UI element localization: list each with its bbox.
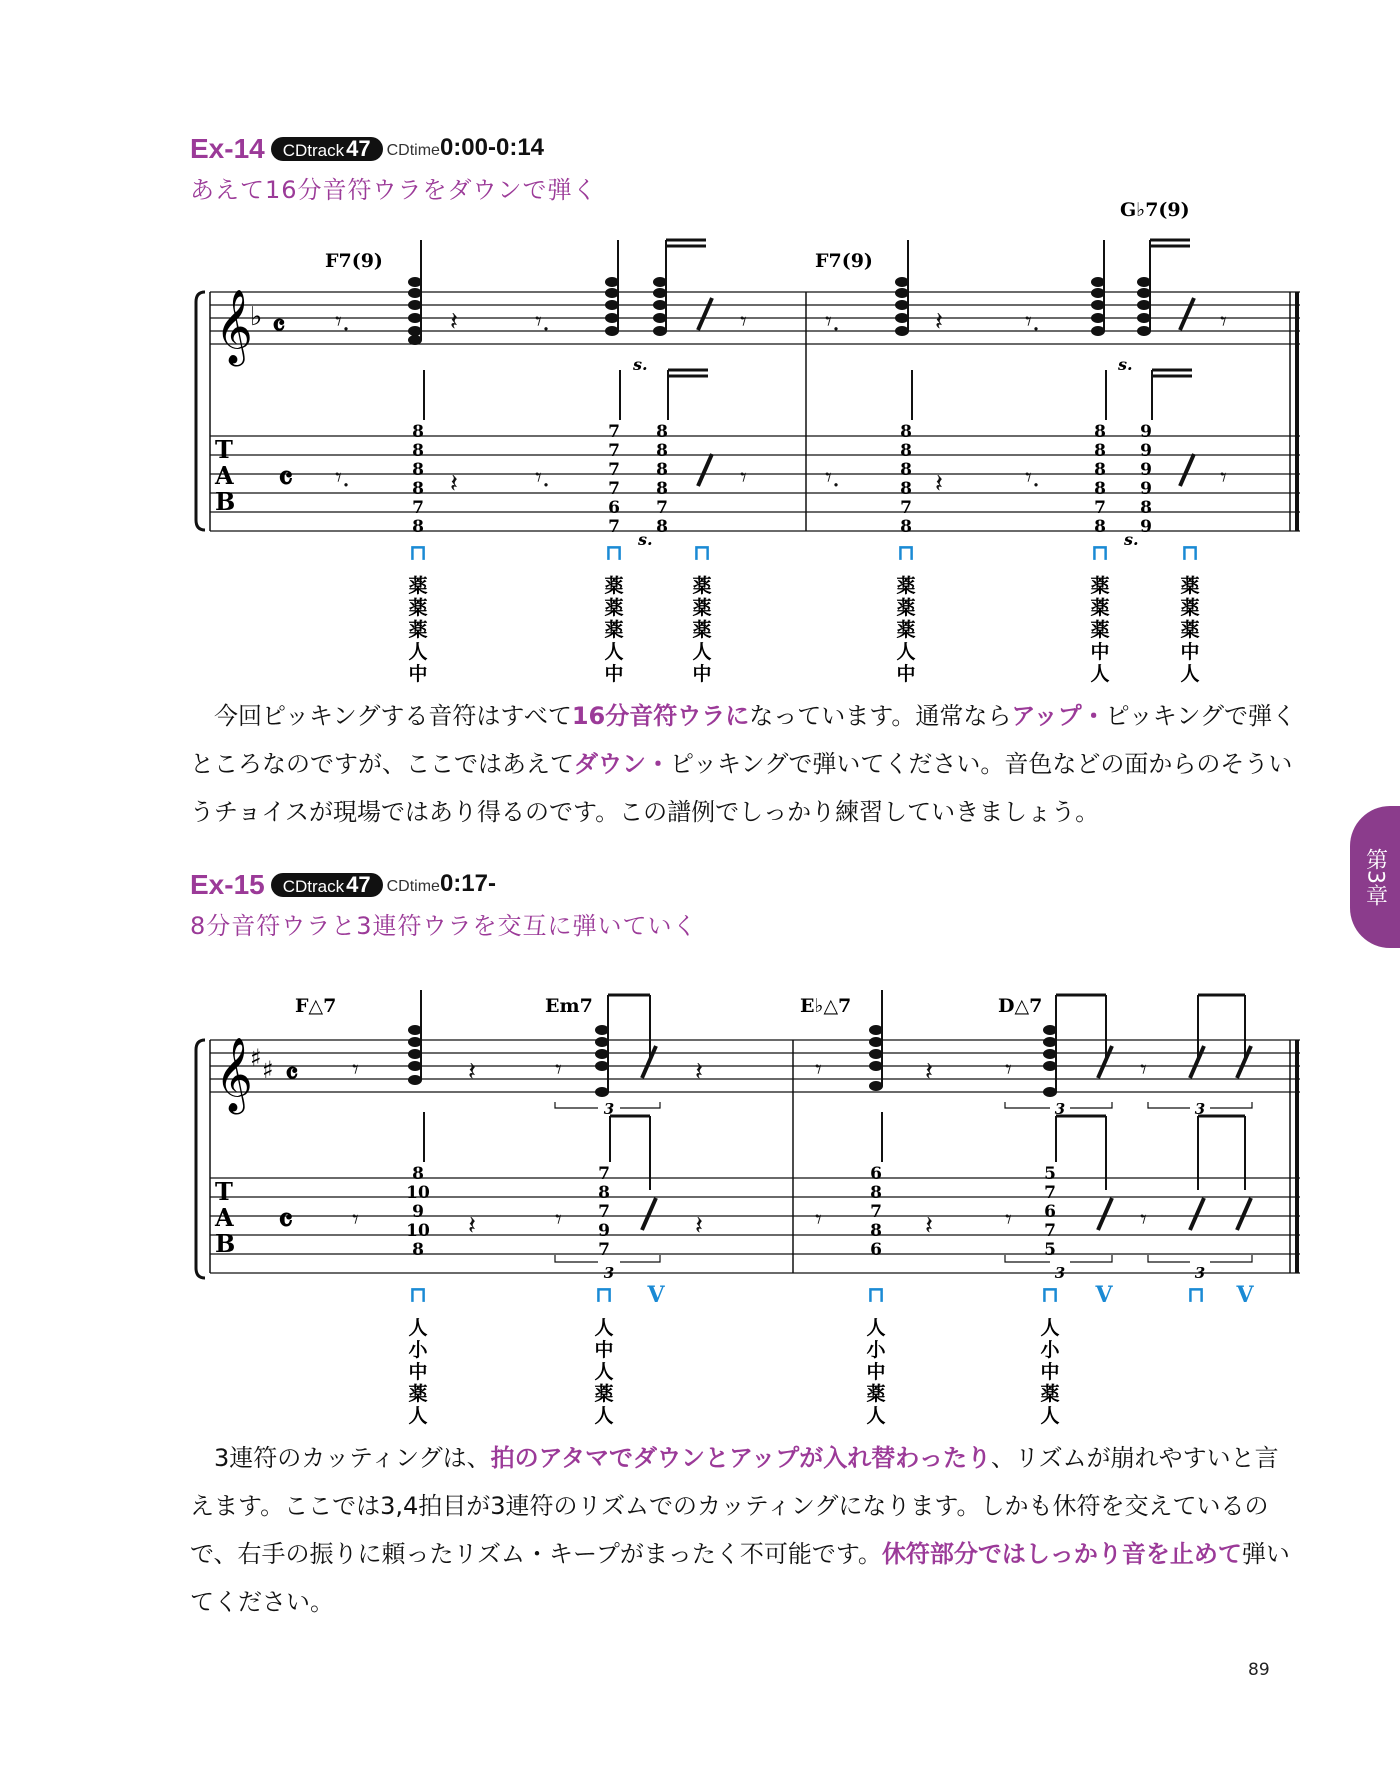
tab-rest: 𝄾 (740, 463, 747, 493)
svg-text:薬: 薬 (896, 619, 916, 641)
svg-text:8: 8 (412, 460, 424, 480)
svg-text:人: 人 (692, 641, 712, 663)
svg-text:中: 中 (1180, 641, 1200, 663)
downstroke-icon: ⊓ (594, 1282, 614, 1308)
svg-text:人: 人 (896, 641, 916, 663)
beams (666, 240, 1190, 246)
slide-mark: s. (1124, 530, 1139, 549)
svg-text:人: 人 (408, 1317, 428, 1339)
svg-text:人: 人 (594, 1361, 614, 1383)
tab-column (900, 422, 912, 537)
svg-text:7: 7 (870, 1202, 882, 1222)
rest: 𝄾 (555, 1055, 562, 1085)
svg-text:中: 中 (1090, 641, 1110, 663)
svg-text:8: 8 (1094, 517, 1106, 537)
svg-text:薬: 薬 (408, 619, 428, 641)
svg-text:8: 8 (656, 441, 668, 461)
svg-text:7: 7 (598, 1202, 610, 1222)
tab-rest: 𝄾. (825, 463, 841, 493)
svg-text:6: 6 (608, 498, 620, 518)
svg-text:9: 9 (1140, 441, 1152, 461)
svg-text:6: 6 (870, 1164, 882, 1184)
svg-text:8: 8 (412, 441, 424, 461)
cd-track-badge: CDtrack47 (271, 873, 383, 897)
downstroke-icon: ⊓ (1090, 540, 1110, 566)
ex15-score (0, 960, 1400, 1460)
tab-column (608, 422, 620, 537)
common-time: 𝄴 (272, 309, 286, 344)
fingering-column (594, 1317, 613, 1427)
flat-key: ♭ (250, 302, 263, 332)
downstroke-icon: ⊓ (866, 1282, 886, 1308)
fingering-column (1090, 574, 1109, 685)
upstroke-icon: V (647, 1282, 665, 1308)
tab-column (1044, 1164, 1056, 1260)
svg-text:薬: 薬 (896, 597, 916, 619)
svg-text:7: 7 (1094, 498, 1106, 518)
svg-text:中: 中 (604, 663, 624, 685)
svg-text:9: 9 (1140, 460, 1152, 480)
tab-column (1140, 422, 1152, 537)
svg-text:8: 8 (412, 1240, 424, 1260)
rest: 𝄽 (935, 307, 943, 337)
tab-T: T (215, 1177, 233, 1206)
explanation-paragraph-1: 今回ピッキングする音符はすべて16分音符ウラになっています。通常ならアップ・ピッキングで弾くところなのですが、ここではあえてダウン・ピッキングで弾いてください。音色などの面からのそういうチョイスが現場ではあり得るのです。この譜例でしっかり練習していきましょう。 (190, 702, 1296, 826)
svg-text:7: 7 (900, 498, 912, 518)
svg-text:薬: 薬 (896, 575, 916, 597)
svg-text:8: 8 (900, 422, 912, 442)
tab-column (412, 422, 424, 537)
triplet-mark: 3 (1194, 1100, 1206, 1118)
svg-text:人: 人 (594, 1405, 614, 1427)
svg-text:8: 8 (412, 517, 424, 537)
fingering-column (408, 1317, 428, 1427)
svg-text:中: 中 (594, 1339, 614, 1361)
svg-text:8: 8 (412, 1164, 424, 1184)
svg-text:7: 7 (598, 1164, 610, 1184)
svg-text:8: 8 (656, 460, 668, 480)
svg-text:8: 8 (870, 1183, 882, 1203)
svg-text:薬: 薬 (594, 1383, 614, 1405)
rest: 𝄽 (450, 307, 458, 337)
svg-text:薬: 薬 (1090, 597, 1110, 619)
svg-text:中: 中 (408, 1361, 428, 1383)
downstroke-icon: ⊓ (692, 540, 712, 566)
treble-clef: 𝄞 (215, 290, 253, 364)
tab-column (598, 1164, 610, 1260)
rest: 𝄾 (1140, 1055, 1147, 1085)
tab-A: A (215, 1203, 234, 1232)
tab-common-time: 𝄴 (278, 1201, 294, 1241)
downstroke-icon: ⊓ (896, 540, 916, 566)
downstroke-icon: ⊓ (604, 540, 624, 566)
svg-text:人: 人 (1040, 1317, 1060, 1339)
tab-rest: 𝄾 (1220, 463, 1227, 493)
cd-time-label: CDtime (386, 878, 440, 895)
svg-text:人: 人 (866, 1405, 886, 1427)
downstroke-icon: ⊓ (1186, 1282, 1206, 1308)
tab-rest: 𝄾 (352, 1205, 359, 1235)
slash-strums (642, 1046, 1251, 1078)
tab-common-time: 𝄴 (278, 459, 294, 499)
svg-text:薬: 薬 (604, 575, 624, 597)
svg-text:人: 人 (1180, 663, 1200, 685)
ex14-score (0, 180, 1400, 740)
tab-rest: 𝄽 (925, 1211, 933, 1241)
sharp-key: ♯ (250, 1044, 262, 1072)
svg-text:6: 6 (1044, 1202, 1056, 1222)
svg-text:薬: 薬 (692, 597, 712, 619)
svg-text:7: 7 (1044, 1183, 1056, 1203)
downstroke-icon: ⊓ (1040, 1282, 1060, 1308)
svg-text:10: 10 (406, 1183, 430, 1203)
svg-text:7: 7 (1044, 1221, 1056, 1241)
rest: 𝄾. (1025, 307, 1041, 337)
slide-mark: s. (1118, 355, 1133, 374)
svg-text:9: 9 (1140, 479, 1152, 499)
chord-name: G♭7(9) (1120, 199, 1190, 221)
chord-name: Em7 (545, 995, 593, 1017)
tab-rest: 𝄽 (935, 469, 943, 499)
svg-text:薬: 薬 (1180, 619, 1200, 641)
svg-text:人: 人 (408, 1405, 428, 1427)
svg-text:人: 人 (866, 1317, 886, 1339)
svg-text:8: 8 (900, 479, 912, 499)
fingering-column (896, 574, 915, 685)
svg-text:薬: 薬 (1090, 619, 1110, 641)
svg-text:人: 人 (604, 641, 624, 663)
svg-text:7: 7 (608, 479, 620, 499)
upstroke-icon: V (1236, 1282, 1254, 1308)
rest: 𝄾 (1005, 1055, 1012, 1085)
svg-text:6: 6 (870, 1240, 882, 1260)
tab-rest: 𝄽 (450, 469, 458, 499)
fingering-column (866, 1317, 886, 1427)
svg-text:9: 9 (1140, 422, 1152, 442)
svg-text:人: 人 (1040, 1405, 1060, 1427)
svg-text:7: 7 (656, 498, 668, 518)
svg-text:8: 8 (656, 422, 668, 442)
upstroke-icon: V (1095, 1282, 1113, 1308)
tab-column (1094, 422, 1106, 537)
svg-text:中: 中 (408, 663, 428, 685)
fingering-column (408, 574, 427, 685)
svg-text:小: 小 (866, 1339, 886, 1361)
svg-text:7: 7 (598, 1240, 610, 1260)
chapter-tab: 第3章 (1350, 806, 1400, 948)
cd-track-badge: CDtrack47 (271, 137, 383, 161)
svg-text:8: 8 (870, 1221, 882, 1241)
svg-text:薬: 薬 (866, 1383, 886, 1405)
svg-text:薬: 薬 (408, 575, 428, 597)
sharp-key: ♯ (262, 1056, 274, 1084)
tab-A: A (215, 461, 234, 490)
slash-strums (698, 298, 1194, 330)
slide-mark: s. (638, 530, 653, 549)
svg-text:8: 8 (598, 1183, 610, 1203)
svg-text:薬: 薬 (1040, 1383, 1060, 1405)
chord-name: F7(9) (325, 250, 383, 272)
fingering-column (1040, 1317, 1060, 1427)
svg-text:10: 10 (406, 1221, 430, 1241)
tab-column (656, 422, 668, 537)
tab-rest: 𝄾. (535, 463, 551, 493)
tab-rest: 𝄽 (695, 1211, 703, 1241)
svg-text:8: 8 (900, 517, 912, 537)
tab-T: T (215, 435, 233, 464)
downstroke-icon: ⊓ (1180, 540, 1200, 566)
tab-rest: 𝄾 (555, 1205, 562, 1235)
rest: 𝄽 (468, 1057, 476, 1087)
svg-text:薬: 薬 (604, 619, 624, 641)
chord-notes (408, 990, 1057, 1097)
svg-text:8: 8 (900, 441, 912, 461)
tab-rest: 𝄾 (1140, 1205, 1147, 1235)
triplet-mark: 3 (1054, 1100, 1066, 1118)
chord-name: D△7 (998, 995, 1043, 1017)
cd-time: 0:00-0:14 (439, 134, 545, 161)
page-number: 89 (1248, 1660, 1270, 1680)
rest: 𝄾. (535, 307, 551, 337)
downstroke-icon: ⊓ (408, 1282, 428, 1308)
tab-stems (424, 370, 1192, 420)
svg-text:薬: 薬 (1090, 575, 1110, 597)
svg-text:7: 7 (412, 498, 424, 518)
svg-text:薬: 薬 (1180, 575, 1200, 597)
explanation-paragraph-2: 3連符のカッティングは、拍のアタマでダウンとアップが入れ替わったり、リズムが崩れやすいと言えます。ここでは3,4拍目が3連符のリズムでのカッティングになります。しかも休符を交えているので、右手の振りに頼ったリズム・キープがまったく不可能です。休符部分ではしっかり音を止めて弾いてください。 (190, 1444, 1290, 1616)
svg-text:8: 8 (656, 517, 668, 537)
svg-text:7: 7 (608, 517, 620, 537)
svg-text:8: 8 (1140, 498, 1152, 518)
svg-text:8: 8 (1094, 441, 1106, 461)
triplet-brackets (555, 1102, 1252, 1108)
rest: 𝄾. (335, 307, 351, 337)
ex15-subtitle: 8分音符ウラと3連符ウラを交互に弾いていく (190, 912, 698, 940)
chord-name: F△7 (295, 995, 337, 1017)
triplet-mark: 3 (603, 1264, 615, 1282)
svg-text:7: 7 (608, 441, 620, 461)
ex15-header (190, 866, 698, 941)
tab-rest: 𝄽 (468, 1211, 476, 1241)
svg-text:9: 9 (598, 1221, 610, 1241)
common-time: 𝄴 (285, 1057, 299, 1092)
svg-text:5: 5 (1044, 1240, 1056, 1260)
svg-text:薬: 薬 (408, 1383, 428, 1405)
svg-text:薬: 薬 (692, 619, 712, 641)
triplet-mark: 3 (1194, 1264, 1206, 1282)
tab-rest: 𝄾 (1005, 1205, 1012, 1235)
svg-text:7: 7 (608, 460, 620, 480)
rest: 𝄾 (352, 1055, 359, 1085)
tab-rest: 𝄾 (815, 1205, 822, 1235)
svg-text:中: 中 (1040, 1361, 1060, 1383)
rest: 𝄾 (740, 307, 747, 337)
tab-B: B (215, 1229, 236, 1258)
cd-time: 0:17- (439, 870, 496, 897)
svg-text:人: 人 (1090, 663, 1110, 685)
svg-text:8: 8 (1094, 460, 1106, 480)
svg-text:薬: 薬 (1180, 597, 1200, 619)
tab-rest: 𝄾. (1025, 463, 1041, 493)
svg-text:9: 9 (412, 1202, 424, 1222)
svg-text:8: 8 (1094, 479, 1106, 499)
ex15-label: Ex-15 (190, 869, 265, 900)
svg-text:8: 8 (656, 479, 668, 499)
triplet-mark: 3 (603, 1100, 615, 1118)
svg-text:薬: 薬 (604, 597, 624, 619)
svg-text:7: 7 (608, 422, 620, 442)
chord-name: E♭△7 (800, 995, 852, 1017)
svg-text:人: 人 (408, 641, 428, 663)
rest: 𝄾 (1220, 307, 1227, 337)
downstroke-icon: ⊓ (408, 540, 428, 566)
fingering-column (692, 574, 711, 685)
tab-column (870, 1164, 882, 1260)
cd-time-label: CDtime (386, 142, 440, 159)
ex14-subtitle: あえて16分音符ウラをダウンで弾く (190, 176, 598, 204)
svg-text:9: 9 (1140, 517, 1152, 537)
rest: 𝄾. (825, 307, 841, 337)
treble-clef: 𝄞 (215, 1038, 253, 1112)
svg-text:薬: 薬 (408, 597, 428, 619)
svg-text:8: 8 (1094, 422, 1106, 442)
svg-text:8: 8 (412, 422, 424, 442)
tab-rest: 𝄾. (335, 463, 351, 493)
svg-text:8: 8 (412, 479, 424, 499)
svg-text:中: 中 (866, 1361, 886, 1383)
svg-text:人: 人 (594, 1317, 614, 1339)
svg-text:中: 中 (692, 663, 712, 685)
svg-text:小: 小 (1040, 1339, 1060, 1361)
slide-mark: s. (633, 355, 648, 374)
rest: 𝄽 (925, 1057, 933, 1087)
tab-B: B (215, 487, 236, 516)
svg-text:小: 小 (408, 1339, 428, 1361)
svg-text:5: 5 (1044, 1164, 1056, 1184)
rest: 𝄽 (695, 1057, 703, 1087)
triplet-mark: 3 (1054, 1264, 1066, 1282)
rest: 𝄾 (815, 1055, 822, 1085)
svg-text:薬: 薬 (692, 575, 712, 597)
svg-text:8: 8 (900, 460, 912, 480)
fingering-column (1180, 574, 1199, 685)
chord-name: F7(9) (815, 250, 873, 272)
ex14-label: Ex-14 (190, 133, 265, 164)
svg-text:中: 中 (896, 663, 916, 685)
fingering-column (604, 574, 623, 685)
